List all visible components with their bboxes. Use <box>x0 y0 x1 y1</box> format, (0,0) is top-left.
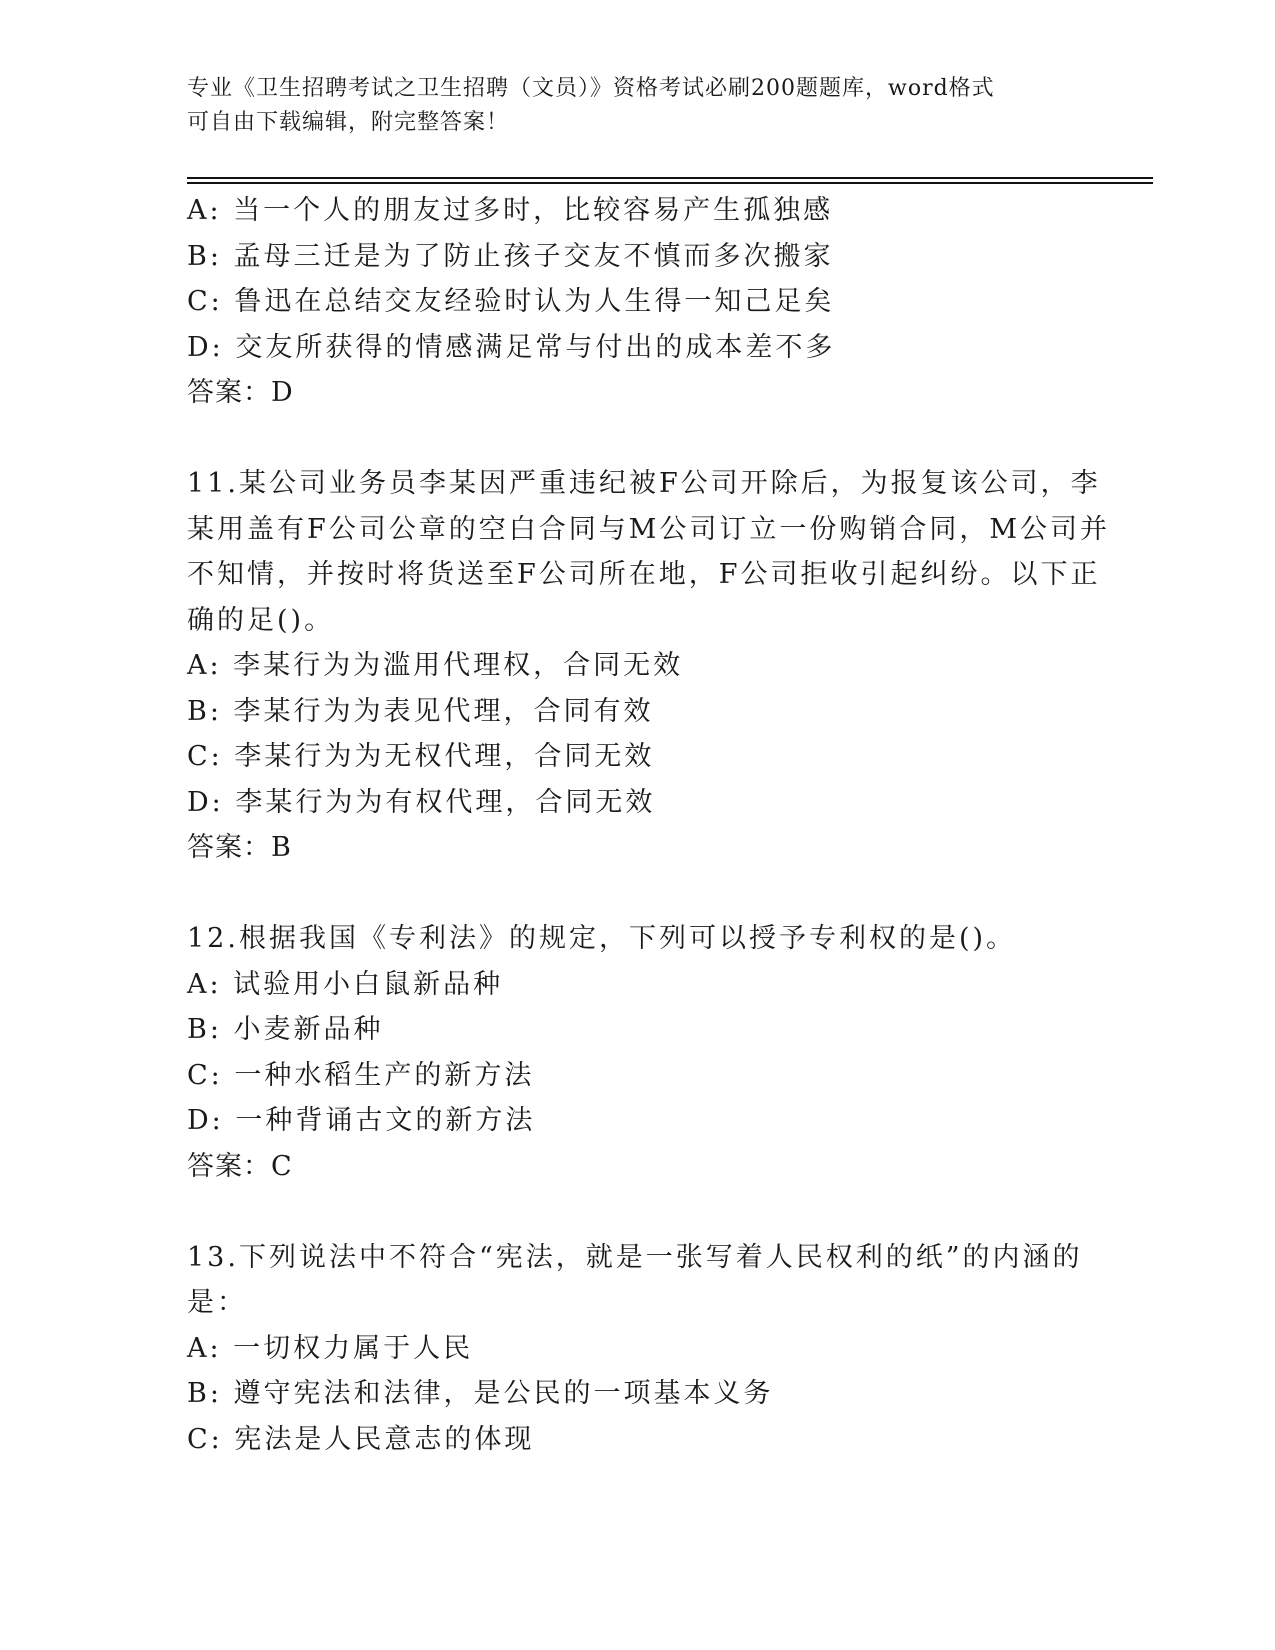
option-d: D: 李某行为为有权代理，合同无效 <box>187 786 656 818</box>
question-stem-line: 13.下列说法中不符合“宪法，就是一张写着人民权利的纸”的内涵的 <box>187 1241 1083 1273</box>
option-a: A: 试验用小白鼠新品种 <box>187 968 504 1000</box>
option-b: B: 小麦新品种 <box>187 1014 384 1045</box>
document-header <box>187 72 1067 140</box>
option-b: B: 李某行为为表见代理，合同有效 <box>187 695 654 727</box>
option-a: A: 一切权力属于人民 <box>187 1332 474 1364</box>
option-b: B: 孟母三迁是为了防止孩子交友不慎而多次搬家 <box>187 240 834 272</box>
option-d: D: 交友所获得的情感满足常与付出的成本差不多 <box>187 331 836 363</box>
answer: 答案：C <box>187 1150 293 1182</box>
option-a: A: 当一个人的朋友过多时，比较容易产生孤独感 <box>187 195 834 226</box>
document-body <box>187 188 1111 1462</box>
option-c: C: 鲁迅在总结交友经验时认为人生得一知己足矣 <box>187 286 835 317</box>
option-c: C: 李某行为为无权代理，合同无效 <box>187 741 655 772</box>
header-line-2: 可自由下载编辑，附完整答案！ <box>187 110 510 135</box>
spacer <box>187 416 1087 462</box>
question-stem-line: 11.某公司业务员李某因严重违纪被F公司开除后，为报复该公司，李 <box>187 468 1101 499</box>
option-a: A: 李某行为为滥用代理权，合同无效 <box>187 650 684 681</box>
header-line-1: 专业《卫生招聘考试之卫生招聘（文员）》资格考试必刷200题题库，word格式 <box>187 76 995 101</box>
question-stem-line: 不知情，并按时将货送至F公司所在地，F公司拒收引起纠纷。以下正 <box>187 559 1101 590</box>
option-b: B: 遵守宪法和法律，是公民的一项基本义务 <box>187 1378 774 1409</box>
option-d: D: 一种背诵古文的新方法 <box>187 1105 536 1136</box>
question-stem-line: 是： <box>187 1287 247 1318</box>
option-c: C: 一种水稻生产的新方法 <box>187 1059 535 1091</box>
question-stem-line: 某用盖有F公司公章的空白合同与M公司订立一份购销合同，M公司并 <box>187 513 1111 545</box>
question-11 <box>187 461 1111 871</box>
answer: 答案：B <box>187 832 292 863</box>
question-stem-line: 确的足()。 <box>187 604 335 636</box>
option-c: C: 宪法是人民意志的体现 <box>187 1423 535 1455</box>
header-rule-top <box>187 177 1153 179</box>
answer: 答案：D <box>187 377 294 408</box>
question-10 <box>187 188 1087 416</box>
spacer <box>187 871 1087 917</box>
question-13 <box>187 1235 1087 1463</box>
question-stem-line: 12.根据我国《专利法》的规定，下列可以授予专利权的是()。 <box>187 923 1017 954</box>
header-rule-bottom <box>187 182 1153 184</box>
question-12 <box>187 916 1087 1189</box>
spacer <box>187 1189 1087 1235</box>
